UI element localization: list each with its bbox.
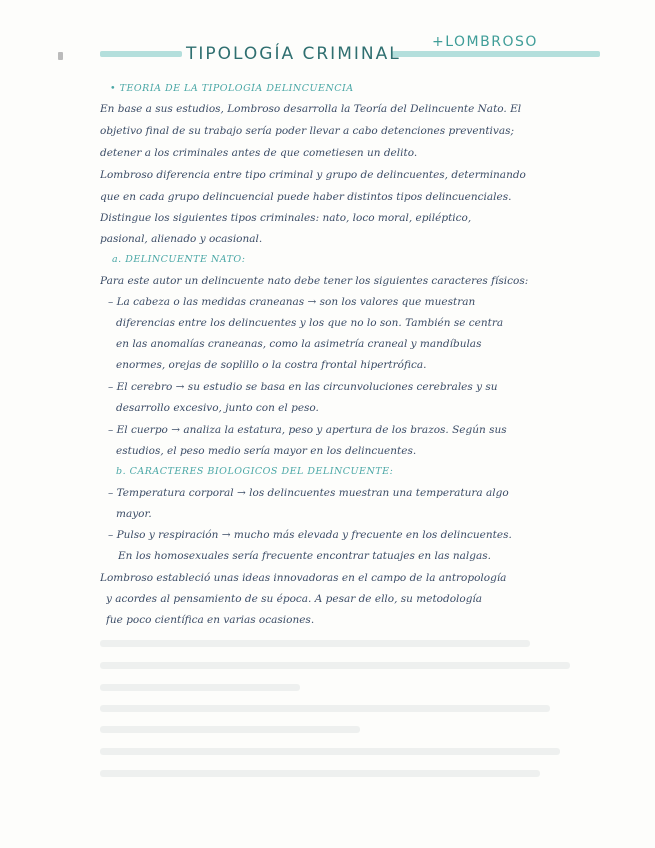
title-highlight-right	[392, 51, 600, 57]
text-line: Para este autor un delincuente nato debe tener los siguientes caracteres físicos:	[100, 275, 529, 287]
punch-hole-mark	[58, 52, 63, 60]
text-line: En los homosexuales sería frecuente encontrar tatuajes en las nalgas.	[118, 550, 491, 562]
bleed-through-mark	[100, 640, 530, 647]
text-line: mayor.	[116, 508, 152, 520]
page-title: TIPOLOGÍA CRIMINAL	[186, 44, 401, 64]
bleed-through-mark	[100, 770, 540, 777]
subsection-heading: b. CARACTERES BIOLÓGICOS DEL DELINCUENTE:	[116, 466, 394, 477]
bullet-line: – Temperatura corporal → los delincuentes muestran una temperatura algo	[108, 487, 509, 499]
text-line: Lombroso estableció unas ideas innovadoras en el campo de la antropología	[100, 572, 507, 584]
subsection-heading: a. DELINCUENTE NATO:	[112, 254, 246, 265]
text-line: detener a los criminales antes de que cometiesen un delito.	[100, 147, 418, 159]
bleed-through-mark	[100, 705, 550, 712]
section-heading: • TEORÍA DE LA TIPOLOGÍA DELINCUENCIA	[110, 83, 354, 94]
author-tag: +LOMBROSO	[432, 34, 538, 50]
text-line: en las anomalías craneanas, como la asimetría craneal y mandíbulas	[116, 338, 482, 350]
text-line: estudios, el peso medio sería mayor en los delincuentes.	[116, 445, 417, 457]
text-line: pasional, alienado y ocasional.	[100, 233, 263, 245]
bullet-line: – Pulso y respiración → mucho más elevada y frecuente en los delincuentes.	[108, 529, 512, 541]
title-highlight-left	[100, 51, 182, 57]
bleed-through-mark	[100, 726, 360, 733]
text-line: y acordes al pensamiento de su época. A pesar de ello, su metodología	[106, 593, 483, 605]
bullet-line: – La cabeza o las medidas craneanas → son los valores que muestran	[108, 296, 476, 308]
text-line: desarrollo excesivo, junto con el peso.	[116, 402, 319, 414]
text-line: enormes, orejas de soplillo o la costra frontal hipertrófica.	[116, 359, 427, 371]
bullet-line: – El cuerpo → analiza la estatura, peso y apertura de los brazos. Según sus	[108, 424, 507, 436]
bleed-through-mark	[100, 684, 300, 691]
text-line: En base a sus estudios, Lombroso desarrolla la Teoría del Delincuente Nato. El	[100, 103, 522, 115]
text-line: Distingue los siguientes tipos criminales: nato, loco moral, epiléptico,	[100, 212, 472, 224]
text-line: diferencias entre los delincuentes y los que no lo son. También se centra	[116, 317, 504, 329]
text-line: objetivo final de su trabajo sería poder llevar a cabo detenciones preventivas;	[100, 125, 515, 137]
text-line: que en cada grupo delincuencial puede haber distintos tipos delincuenciales.	[100, 191, 512, 203]
text-line: Lombroso diferencia entre tipo criminal y grupo de delincuentes, determinando	[100, 169, 526, 181]
text-line: fue poco científica en varias ocasiones.	[106, 614, 315, 626]
bullet-line: – El cerebro → su estudio se basa en las circunvoluciones cerebrales y su	[108, 381, 498, 393]
bleed-through-mark	[100, 748, 560, 755]
bleed-through-mark	[100, 662, 570, 669]
